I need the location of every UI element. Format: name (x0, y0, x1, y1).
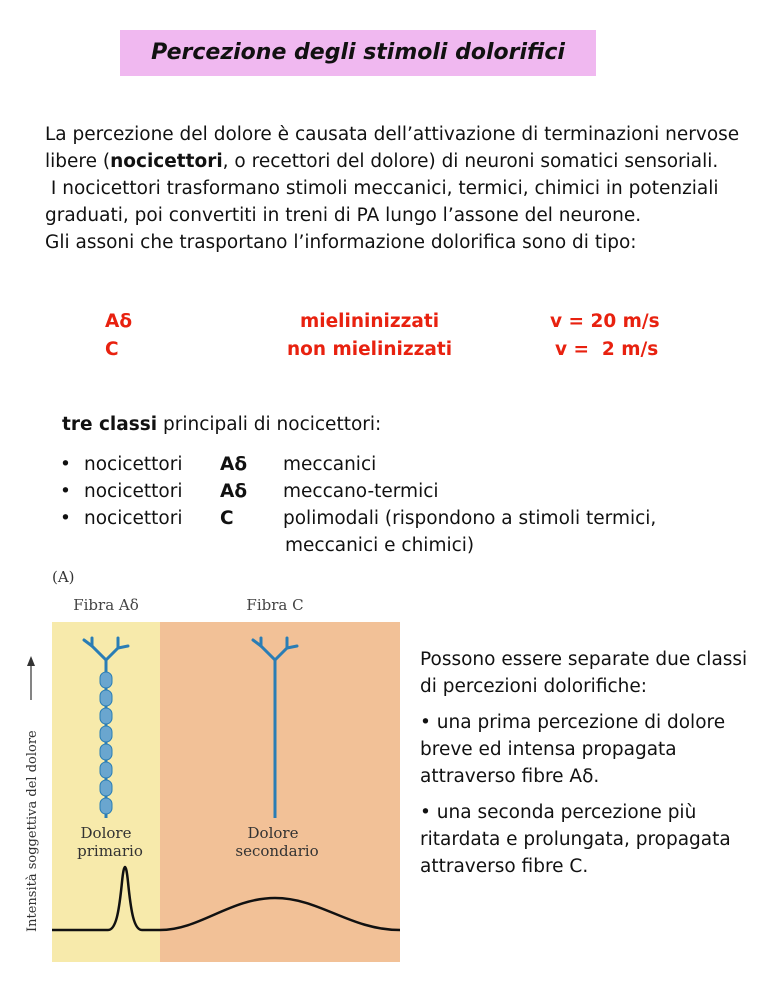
side-paragraph-3: • una seconda percezione più ritardata e prolungata, propagata attraverso fibre C. (420, 802, 731, 877)
classes-heading (62, 411, 381, 438)
fiber-speed: v = 2 m/s (555, 339, 659, 360)
class-desc: meccano-termici (283, 481, 439, 502)
panel-c-background (160, 622, 400, 962)
bullet: • (60, 481, 71, 502)
intro-paragraph-3: Gli assoni che trasportano l’informazione dolorifica sono di tipo: (45, 232, 637, 253)
class-name: nocicettori (84, 454, 183, 475)
fiber-type: Aδ (105, 311, 133, 332)
fiber-speed: v = 20 m/s (550, 311, 660, 332)
side-paragraph-2: • una prima percezione di dolore breve ed intensa propagata attraverso fibre Aδ. (420, 712, 726, 787)
list-item-continuation (60, 532, 750, 559)
pain-secondary-label-1: Dolore (247, 824, 299, 842)
y-axis-label: Intensità soggettiva del dolore (25, 730, 40, 932)
fiber-types-table (45, 308, 745, 364)
intro-p1-end: , o recettori del dolore) di neuroni somatici sensoriali. (222, 151, 719, 172)
fiber-a-label: Fibra Aδ (73, 596, 139, 614)
fiber-myelin: mielininizzati (300, 311, 440, 332)
intro-text (45, 121, 745, 256)
list-item (60, 451, 750, 478)
arrow-head-icon (27, 656, 35, 666)
panel-label: (A) (52, 568, 75, 586)
class-type: Aδ (220, 454, 248, 475)
bullet: • (60, 508, 71, 529)
fiber-row (45, 308, 745, 336)
side-text (420, 646, 750, 889)
pain-primary-label-2: primario (77, 842, 143, 860)
class-name: nocicettori (84, 481, 183, 502)
nocicettori-term: nocicettori (110, 151, 223, 172)
intro-paragraph-2: I nocicettori trasformano stimoli meccanici, termici, chimici in potenziali graduati, poi convertiti in treni di PA lungo l’assone del neurone. (45, 178, 725, 226)
nociceptor-classes-list (60, 451, 750, 559)
fiber-type: C (105, 339, 119, 360)
fiber-myelin: non mielinizzati (287, 339, 453, 360)
class-desc-continued: meccanici e chimici) (285, 535, 475, 556)
intro-p1-start: La percezione del dolore è causata dell’attivazione di terminazioni nervose libere ( (45, 124, 740, 172)
classes-heading-bold: tre classi (62, 414, 158, 435)
fiber-c-label: Fibra C (246, 596, 304, 614)
page-title: Percezione degli stimoli dolorifici (120, 30, 596, 76)
pain-primary-label-1: Dolore (80, 824, 132, 842)
class-name: nocicettori (84, 508, 183, 529)
list-item (60, 478, 750, 505)
class-type: Aδ (220, 481, 248, 502)
bullet: • (60, 454, 71, 475)
pain-fiber-figure (0, 560, 410, 980)
list-item (60, 505, 750, 532)
fiber-row (45, 336, 745, 364)
classes-heading-rest: principali di nocicettori: (157, 414, 382, 435)
class-desc: polimodali (rispondono a stimoli termici, (283, 508, 657, 529)
pain-secondary-label-2: secondario (235, 842, 319, 860)
side-paragraph-1: Possono essere separate due classi di percezioni dolorifiche: (420, 649, 748, 697)
intro-paragraph-1 (45, 121, 745, 175)
class-desc: meccanici (283, 454, 377, 475)
class-type: C (220, 508, 234, 529)
